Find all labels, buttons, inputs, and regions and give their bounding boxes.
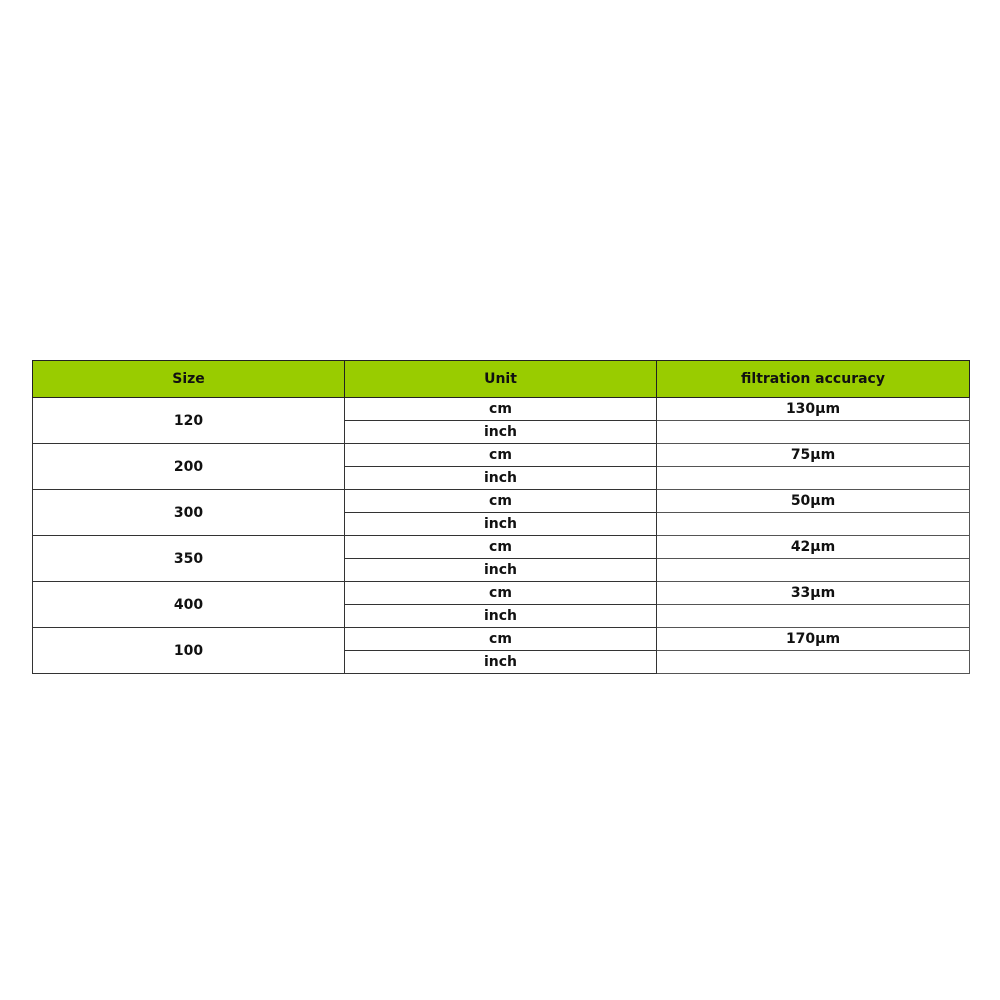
size-cell: 300	[33, 490, 345, 536]
header-filtration-accuracy: filtration accuracy	[657, 361, 970, 398]
accuracy-cell-empty	[657, 651, 970, 674]
accuracy-cell: 50μm	[657, 490, 970, 513]
size-cell: 400	[33, 582, 345, 628]
table-row	[33, 628, 970, 651]
accuracy-cell: 130μm	[657, 398, 970, 421]
unit-cell-inch: inch	[345, 651, 657, 674]
table-header-row	[33, 361, 970, 398]
accuracy-cell-empty	[657, 605, 970, 628]
unit-cell-inch: inch	[345, 605, 657, 628]
unit-cell-inch: inch	[345, 513, 657, 536]
filtration-table	[32, 360, 970, 674]
unit-cell-cm: cm	[345, 444, 657, 467]
accuracy-cell: 42μm	[657, 536, 970, 559]
accuracy-cell: 170μm	[657, 628, 970, 651]
table-row	[33, 444, 970, 467]
unit-cell-inch: inch	[345, 421, 657, 444]
unit-cell-cm: cm	[345, 536, 657, 559]
size-cell: 100	[33, 628, 345, 674]
accuracy-cell: 33μm	[657, 582, 970, 605]
table-row	[33, 398, 970, 421]
accuracy-cell-empty	[657, 513, 970, 536]
unit-cell-inch: inch	[345, 467, 657, 490]
accuracy-cell: 75μm	[657, 444, 970, 467]
unit-cell-inch: inch	[345, 559, 657, 582]
size-cell: 350	[33, 536, 345, 582]
accuracy-cell-empty	[657, 421, 970, 444]
unit-cell-cm: cm	[345, 398, 657, 421]
size-cell: 120	[33, 398, 345, 444]
table-row	[33, 582, 970, 605]
accuracy-cell-empty	[657, 559, 970, 582]
header-size: Size	[33, 361, 345, 398]
unit-cell-cm: cm	[345, 490, 657, 513]
unit-cell-cm: cm	[345, 582, 657, 605]
header-unit: Unit	[345, 361, 657, 398]
size-cell: 200	[33, 444, 345, 490]
accuracy-cell-empty	[657, 467, 970, 490]
table-row	[33, 490, 970, 513]
table-row	[33, 536, 970, 559]
unit-cell-cm: cm	[345, 628, 657, 651]
table-body	[33, 398, 970, 674]
